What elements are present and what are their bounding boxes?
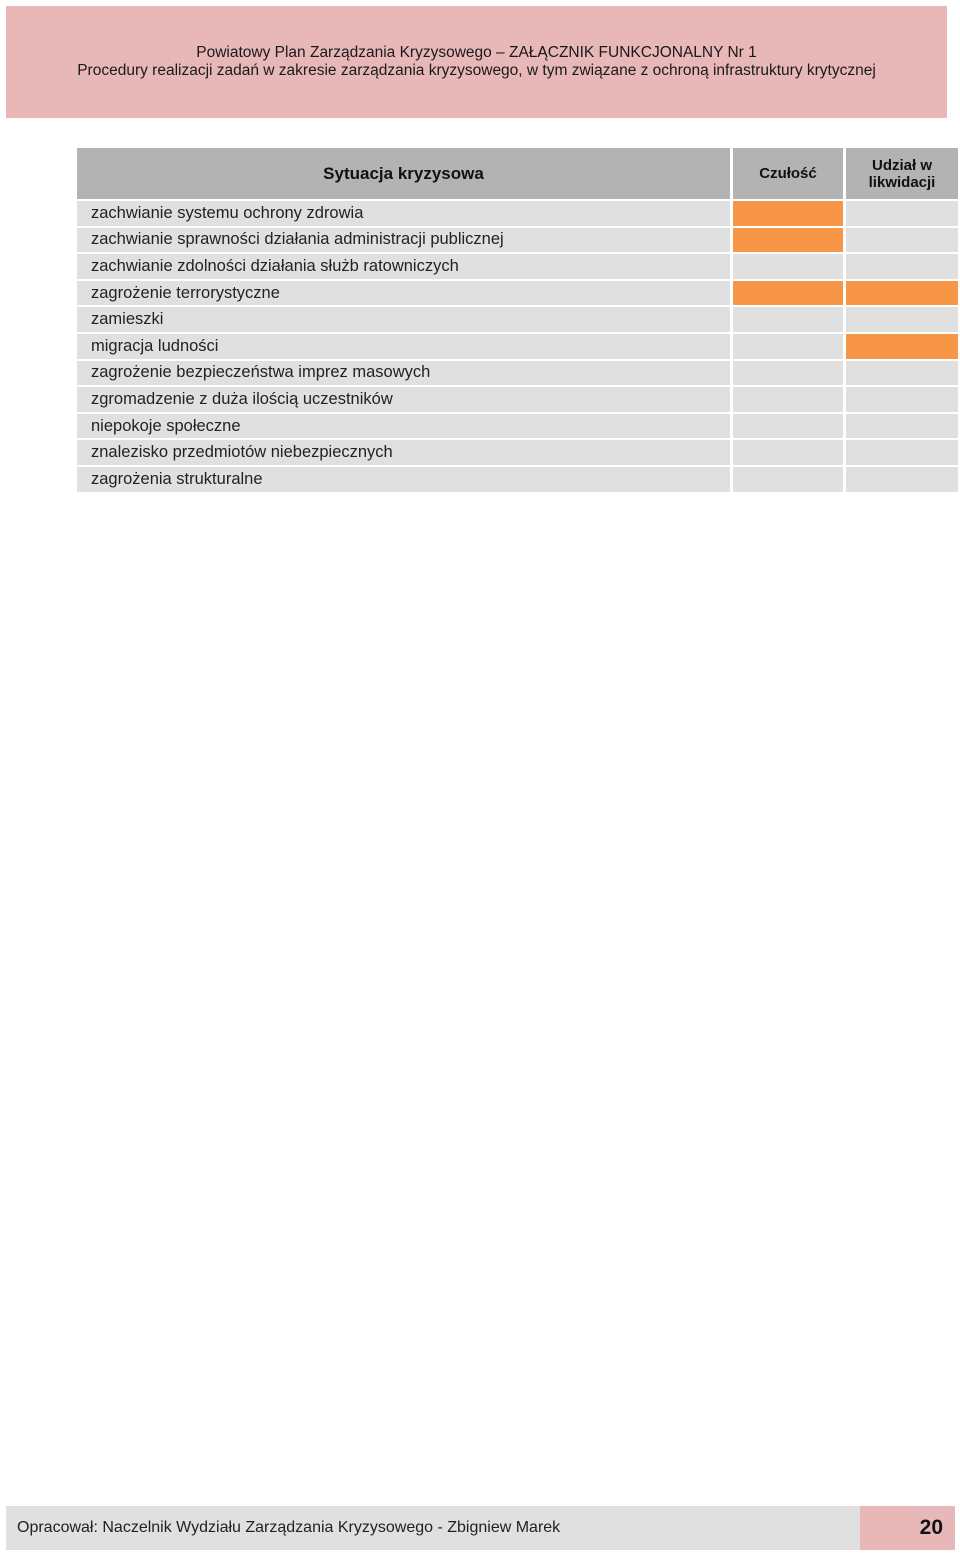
sensitivity-cell [733, 414, 846, 441]
situation-name-cell: zachwianie zdolności działania służb ratowniczych [77, 254, 733, 281]
table-row [77, 440, 958, 467]
sensitivity-cell [733, 281, 846, 308]
column-header-sensitivity: Czułość [733, 148, 846, 201]
table-row [77, 361, 958, 388]
page-number: 20 [860, 1506, 955, 1550]
participation-cell [846, 307, 958, 334]
situation-name-cell: zamieszki [77, 307, 733, 334]
situation-name-cell: zachwianie systemu ochrony zdrowia [77, 201, 733, 228]
situation-name-cell: zachwianie sprawności działania administracji publicznej [77, 228, 733, 255]
participation-cell [846, 228, 958, 255]
table-row [77, 334, 958, 361]
participation-cell [846, 414, 958, 441]
sensitivity-cell [733, 387, 846, 414]
participation-cell [846, 334, 958, 361]
table-row [77, 281, 958, 308]
header-title: Powiatowy Plan Zarządzania Kryzysowego – ZAŁĄCZNIK FUNKCJONALNY Nr 1 [196, 44, 757, 61]
participation-cell [846, 467, 958, 494]
table-row [77, 467, 958, 494]
participation-cell [846, 387, 958, 414]
sensitivity-cell [733, 467, 846, 494]
situation-name-cell: niepokoje społeczne [77, 414, 733, 441]
table-row [77, 228, 958, 255]
table-row [77, 414, 958, 441]
participation-cell [846, 201, 958, 228]
column-header-participation: Udział w likwidacji [846, 148, 958, 201]
sensitivity-cell [733, 201, 846, 228]
sensitivity-cell [733, 361, 846, 388]
document-footer [6, 1506, 860, 1550]
sensitivity-cell [733, 228, 846, 255]
participation-cell [846, 281, 958, 308]
table-header-row [77, 148, 958, 201]
header-subtitle: Procedury realizacji zadań w zakresie zarządzania kryzysowego, w tym związane z ochroną infrastruktury krytycznej [77, 62, 876, 79]
table-row [77, 201, 958, 228]
situation-name-cell: zgromadzenie z duża ilością uczestników [77, 387, 733, 414]
table-body [77, 201, 958, 494]
sensitivity-cell [733, 440, 846, 467]
situation-name-cell: znalezisko przedmiotów niebezpiecznych [77, 440, 733, 467]
participation-cell [846, 361, 958, 388]
table-row [77, 387, 958, 414]
document-header [6, 6, 947, 118]
sensitivity-cell [733, 307, 846, 334]
participation-cell [846, 254, 958, 281]
sensitivity-cell [733, 334, 846, 361]
situation-name-cell: zagrożenia strukturalne [77, 467, 733, 494]
crisis-situation-table [77, 148, 958, 494]
column-header-situation: Sytuacja kryzysowa [77, 148, 733, 201]
situation-name-cell: zagrożenie terrorystyczne [77, 281, 733, 308]
table-row [77, 254, 958, 281]
situation-name-cell: zagrożenie bezpieczeństwa imprez masowych [77, 361, 733, 388]
situation-name-cell: migracja ludności [77, 334, 733, 361]
sensitivity-cell [733, 254, 846, 281]
table-row [77, 307, 958, 334]
footer-author: Opracował: Naczelnik Wydziału Zarządzania Kryzysowego - Zbigniew Marek [17, 1519, 561, 1536]
participation-cell [846, 440, 958, 467]
